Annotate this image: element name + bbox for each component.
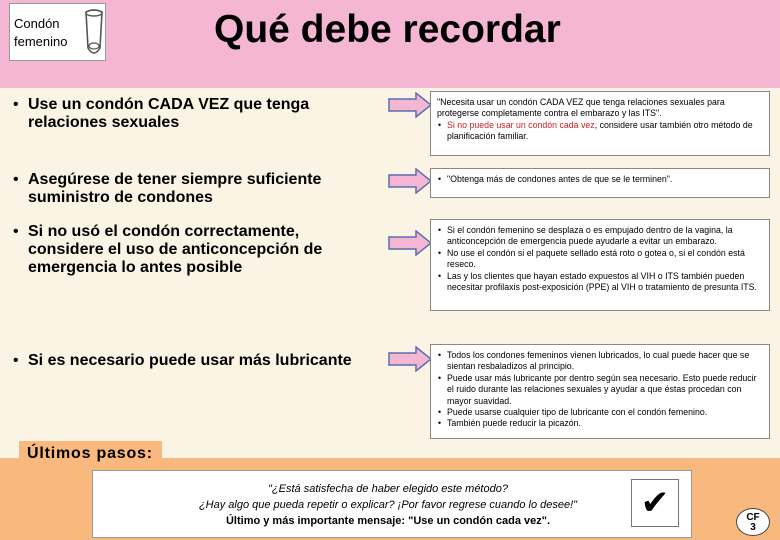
point-1-text: Use un condón CADA VEZ que tenga relaciones sexuales (28, 96, 310, 131)
list-item: • Puede usar más lubricante por dentro según sea necesario. Esto puede reducir el ruido durante las relaciones sexuales y ayudar a que éstas procedan con mayor suavidad. (437, 373, 763, 407)
logo (9, 3, 106, 61)
detail-box-4 (430, 344, 770, 439)
badge-line-2: 3 (750, 522, 756, 533)
point-1 (13, 96, 373, 132)
right-arrow-icon (388, 168, 432, 194)
bullet-dot: • (13, 352, 19, 369)
list-item: • Las y los clientes que hayan estado expuestos al VIH o ITS también pueden necesitar profilaxis post-exposición (PPE) al VIH o tratamiento de presunta ITS. (437, 271, 763, 294)
page-title: Qué debe recordar (214, 8, 561, 51)
final-line-2: ¿Hay algo que pueda repetir o explicar? ¡Por favor regrese cuando lo desee!" (198, 499, 578, 511)
logo-line-1: Condón (14, 16, 60, 31)
point-3 (13, 223, 373, 277)
list-item: • Puede usarse cualquier tipo de lubricante con el condón femenino. (437, 407, 763, 418)
point-4-text: Si es necesario puede usar más lubricante (28, 352, 352, 369)
list-item (437, 120, 763, 143)
detail-1-quote: "Necesita usar un condón CADA VEZ que tenga relaciones sexuales para protegerse completamente contra el embarazo y las ITS". (437, 97, 725, 119)
bullet-dot: • (13, 171, 19, 188)
detail-box-1 (430, 91, 770, 156)
list-item: • Todos los condones femeninos vienen lubricados, lo cual puede hacer que se sientan resbaladizos al principio. (437, 350, 763, 373)
right-arrow-icon (388, 92, 432, 118)
final-message (188, 481, 588, 529)
logo-line-2: femenino (14, 34, 68, 49)
last-steps-label: Últimos pasos: (19, 441, 162, 468)
bullet-dot: • (13, 96, 19, 113)
point-2-text: Asegúrese de tener siempre suficiente suministro de condones (28, 171, 322, 206)
list-item: • No use el condón si el paquete sellado está roto o gotea o, si el condón está reseco. (437, 248, 763, 271)
point-4 (13, 352, 373, 370)
detail-box-2 (430, 168, 770, 198)
list-item: • Si el condón femenino se desplaza o es empujado dentro de la vagina, la anticoncepción de emergencia puede ayudarle a evitar un embarazo. (437, 225, 763, 248)
check-box (631, 479, 679, 527)
final-line-1: "¿Está satisfecha de haber elegido este método? (268, 483, 508, 495)
detail-1-highlight: Si no puede usar un condón cada vez (447, 119, 595, 130)
right-arrow-icon (388, 346, 432, 372)
final-message-box (92, 470, 692, 538)
page-badge (736, 508, 770, 536)
detail-4-list (437, 350, 763, 430)
detail-1-list (437, 120, 763, 143)
point-2 (13, 171, 373, 207)
list-item: • "Obtenga más de condones antes de que se le terminen". (437, 174, 763, 185)
detail-1-rest: , considere usar también otro método de planificación familiar. (447, 119, 753, 142)
right-arrow-icon (388, 230, 432, 256)
logo-text (14, 15, 67, 51)
badge-line-1: CF (746, 512, 760, 523)
header-banner (0, 0, 780, 88)
final-line-3: Último y más importante mensaje: "Use un condón cada vez". (225, 515, 550, 527)
checkmark-icon: ✔ (640, 484, 670, 522)
detail-box-3 (430, 219, 770, 311)
female-condom-icon (82, 8, 106, 60)
list-item: • También puede reducir la picazón. (437, 418, 763, 429)
bullet-dot: • (13, 223, 19, 240)
detail-3-list (437, 225, 763, 293)
detail-2-list (437, 174, 763, 185)
point-3-text: Si no usó el condón correctamente, considere el uso de anticoncepción de emergencia lo antes posible (28, 223, 323, 276)
